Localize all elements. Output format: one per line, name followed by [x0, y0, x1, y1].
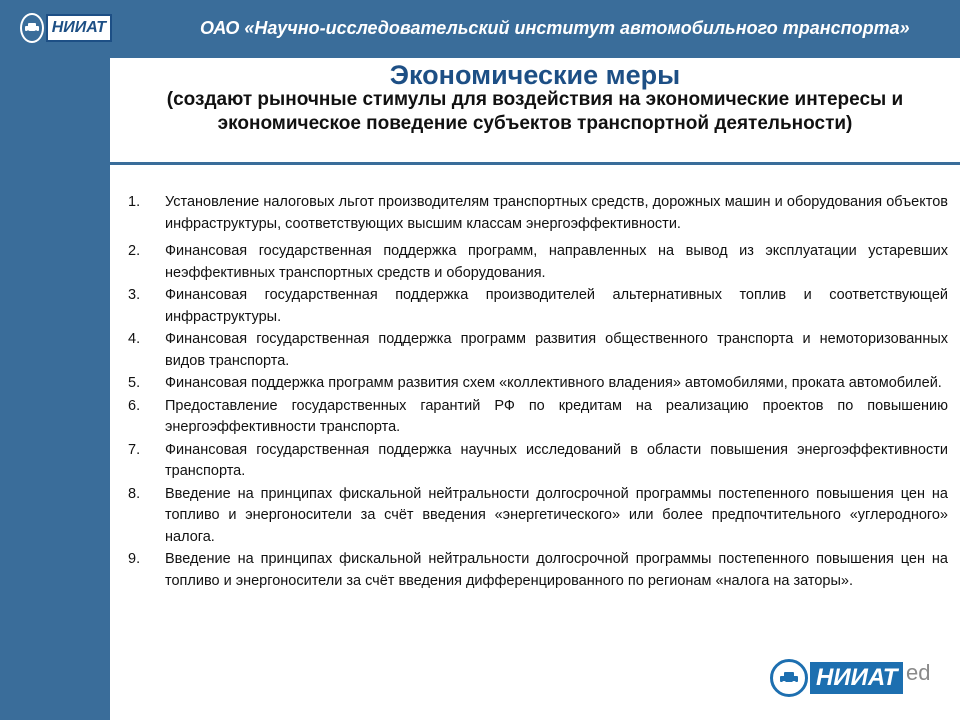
car-emblem-icon [20, 13, 44, 43]
list-item-number: 6. [128, 397, 141, 414]
list-item [128, 549, 948, 592]
watermark-fragment: ed [906, 660, 931, 685]
list-item-text: Введение на принципах фискальной нейтральности долгосрочной программы постепенного повышения цен на топливо и энергоносители за счёт введения «энергетического» или более предпочтительного «углеродного» налога. [165, 485, 948, 545]
list-item-text: Введение на принципах фискальной нейтральности долгосрочной программы постепенного повышения цен на топливо и энергоносители за счёт введения дифференцированного по регионам «налога на заторы». [165, 551, 948, 589]
measures-list [128, 192, 948, 593]
list-item-number: 1. [128, 194, 141, 210]
list-item-number: 3. [128, 287, 141, 303]
list-item [128, 241, 948, 284]
title-panel [110, 58, 960, 165]
list-item-text: Финансовая государственная поддержка программ, направленных на вывод из эксплуатации устаревших неэффективных транспортных средств и оборудования. [165, 243, 948, 281]
list-item [128, 373, 948, 395]
list-item [128, 192, 948, 235]
list-item-number: 7. [128, 441, 141, 458]
list-item [128, 329, 948, 372]
list-item-number: 9. [128, 551, 141, 567]
list-item-number: 5. [128, 375, 141, 391]
header-logo-text: НИИАТ [46, 14, 112, 42]
page-title: Экономические меры [389, 60, 681, 90]
list-item-number: 2. [128, 243, 141, 259]
list-item [128, 440, 948, 483]
list-item-text: Финансовая государственная поддержка программ развития общественного транспорта и немоторизованных видов транспорта. [165, 331, 948, 369]
list-item-number: 4. [128, 331, 141, 347]
list-item-text: Финансовая государственная поддержка научных исследований в области повышения энергоэффективности транспорта. [165, 441, 948, 479]
page-subtitle: (создают рыночные стимулы для воздействия на экономические интересы и экономическое поведение субъектов транспортной деятельности) [166, 89, 904, 134]
organization-title: ОАО «Научно-исследовательский институт автомобильного транспорта» [200, 18, 910, 38]
car-emblem-icon [770, 659, 808, 697]
footer-logo-text: НИИАТ [810, 662, 903, 694]
list-item [128, 484, 948, 549]
footer-logo [770, 658, 920, 698]
left-frame-bar [0, 0, 110, 720]
list-item-text: Предоставление государственных гарантий РФ по кредитам на реализацию проектов по повышению энергоэффективности транспорта. [165, 397, 948, 435]
header-logo [20, 12, 112, 44]
list-item [128, 396, 948, 439]
list-item [128, 285, 948, 328]
list-item-number: 8. [128, 485, 141, 502]
list-item-text: Установление налоговых льгот производителям транспортных средств, дорожных машин и оборудования объектов инфраструктуры, соответствующих высшим классам энергоэффективности. [165, 194, 948, 232]
list-item-text: Финансовая государственная поддержка производителей альтернативных топлив и соответствующей инфраструктуры. [165, 287, 948, 325]
list-item-text: Финансовая поддержка программ развития схем «коллективного владения» автомобилями, проката автомобилей. [165, 375, 942, 391]
